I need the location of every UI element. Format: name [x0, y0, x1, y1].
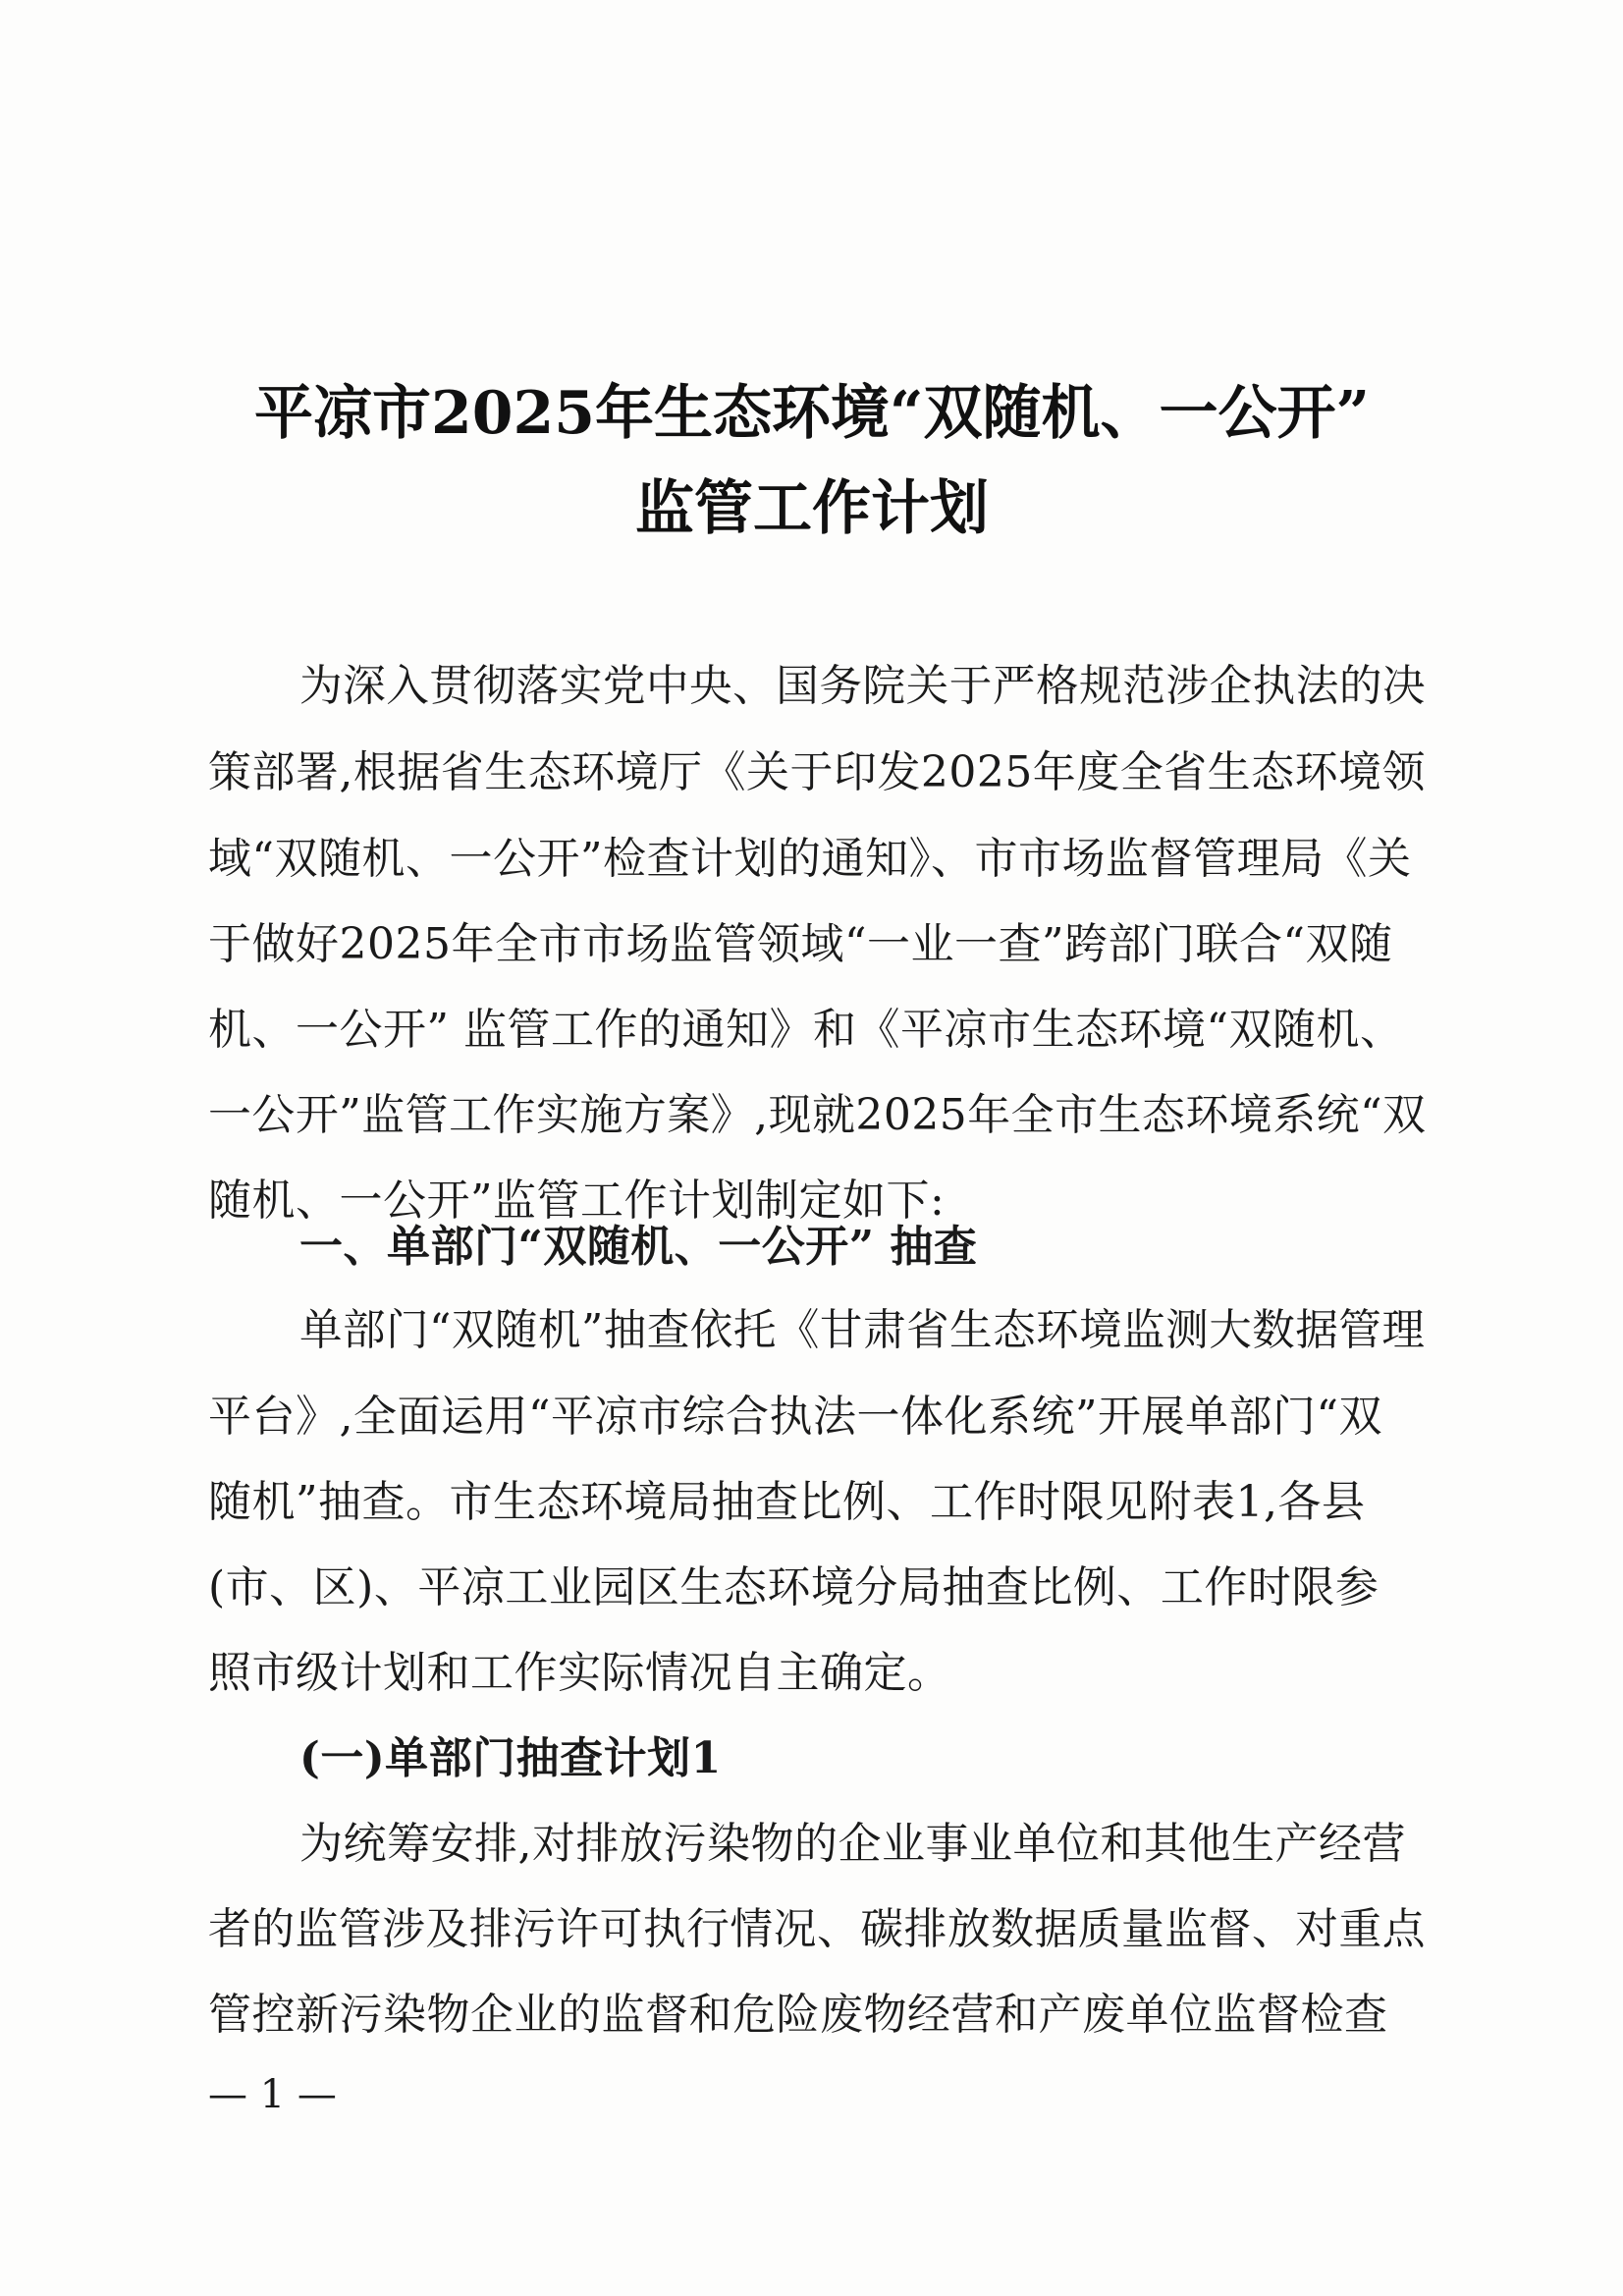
- document-title-line-1: 平凉市2025年生态环境“双随机、一公开”: [254, 379, 1371, 448]
- paragraph-1-line-6: 一公开”监管工作实施方案》,现就2025年全市生态环境系统“双: [208, 1090, 1427, 1140]
- paragraph-1-line-2: 策部署,根据省生态环境厅《关于印发2025年度全省生态环境领: [208, 747, 1426, 797]
- page-number: — 1 —: [208, 2072, 337, 2117]
- paragraph-2-line-3: 随机”抽查。市生态环境局抽查比例、工作时限见附表1,各县: [208, 1477, 1366, 1527]
- paragraph-3-line-1: 为统筹安排,对排放污染物的企业事业单位和其他生产经营: [299, 1819, 1406, 1869]
- document-title-line-2: 监管工作计划: [635, 474, 989, 543]
- paragraph-1-line-4: 于做好2025年全市市场监管领域“一业一查”跨部门联合“双随: [208, 919, 1393, 969]
- paragraph-2-line-1: 单部门“双随机”抽查依托《甘肃省生态环境监测大数据管理: [299, 1305, 1426, 1355]
- paragraph-2-line-4: (市、区)、平凉工业园区生态环境分局抽查比例、工作时限参: [208, 1562, 1380, 1613]
- paragraph-3-line-3: 管控新污染物企业的监督和危险废物经营和产废单位监督检查: [208, 1990, 1388, 2040]
- paragraph-2-line-2: 平台》,全面运用“平凉市综合执法一体化系统”开展单部门“双: [208, 1392, 1382, 1442]
- section-heading-1: 一、单部门“双随机、一公开” 抽查: [299, 1222, 978, 1272]
- paragraph-1-line-7: 随机、一公开”监管工作计划制定如下:: [208, 1175, 946, 1226]
- paragraph-2-line-5: 照市级计划和工作实际情况自主确定。: [208, 1648, 951, 1698]
- paragraph-3-line-2: 者的监管涉及排污许可执行情况、碳排放数据质量监督、对重点: [208, 1904, 1427, 1954]
- paragraph-1-line-3: 域“双随机、一公开”检查计划的通知》、市市场监督管理局《关: [208, 834, 1412, 884]
- paragraph-1-line-1: 为深入贯彻落实党中央、国务院关于严格规范涉企执法的决: [299, 661, 1427, 711]
- subsection-heading-1: (一)单部门抽查计划1: [299, 1733, 722, 1783]
- paragraph-1-line-5: 机、一公开” 监管工作的通知》和《平凉市生态环境“双随机、: [208, 1005, 1404, 1055]
